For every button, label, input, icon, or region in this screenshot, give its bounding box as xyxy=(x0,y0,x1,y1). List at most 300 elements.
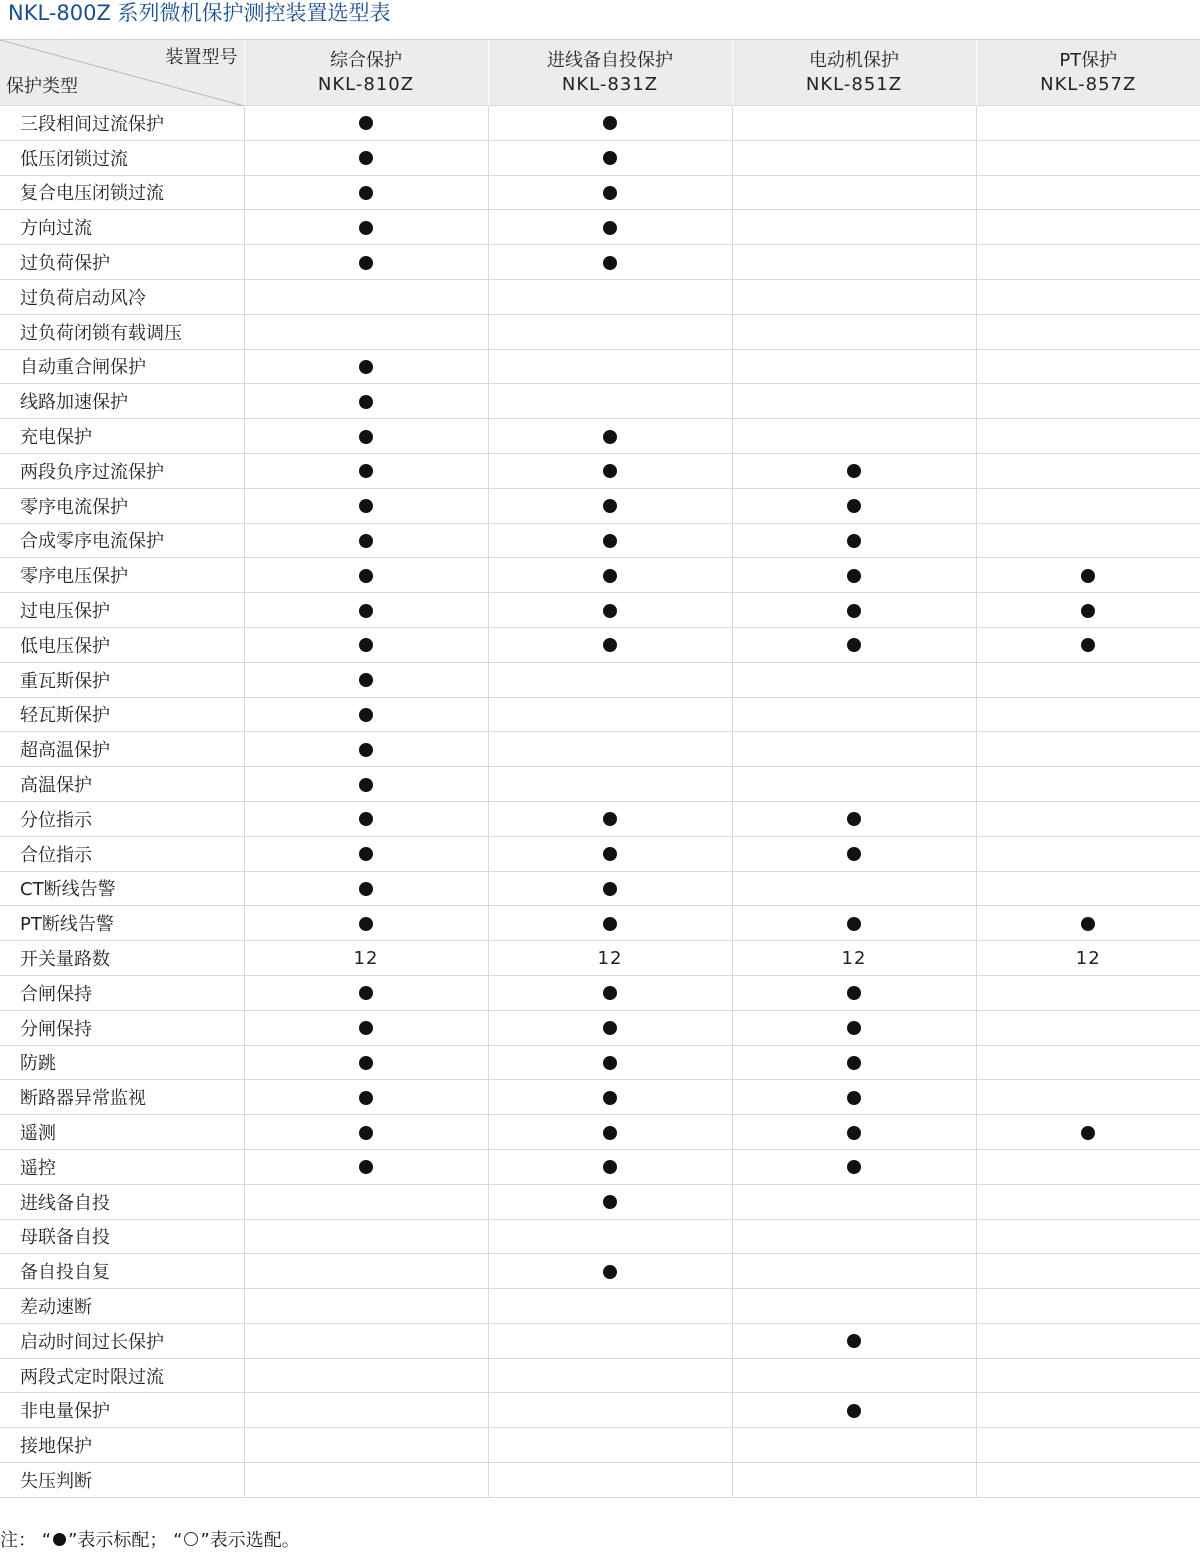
table-cell xyxy=(732,1463,976,1498)
table-cell xyxy=(488,732,732,767)
protection-type-label: 线路加速保护 xyxy=(0,384,244,419)
table-cell xyxy=(976,1219,1200,1254)
note-quote-open: “ xyxy=(42,1530,51,1551)
column-header-model: NKL-831Z xyxy=(489,73,732,97)
table-cell xyxy=(732,1184,976,1219)
table-cell xyxy=(244,732,488,767)
table-cell xyxy=(488,279,732,314)
table-cell xyxy=(732,662,976,697)
filled-circle-icon xyxy=(603,1091,617,1105)
filled-circle-icon xyxy=(359,186,373,200)
table-cell xyxy=(488,906,732,941)
protection-type-label: 合成零序电流保护 xyxy=(0,523,244,558)
table-cell xyxy=(732,1323,976,1358)
filled-circle-icon xyxy=(1081,569,1095,583)
protection-type-label: 高温保护 xyxy=(0,767,244,802)
table-cell xyxy=(976,767,1200,802)
table-cell xyxy=(244,593,488,628)
table-cell xyxy=(244,523,488,558)
table-cell xyxy=(732,1358,976,1393)
table-cell xyxy=(976,975,1200,1010)
table-row xyxy=(0,279,1200,314)
table-cell xyxy=(976,279,1200,314)
table-cell xyxy=(976,349,1200,384)
table-cell xyxy=(976,836,1200,871)
table-cell xyxy=(976,627,1200,662)
filled-circle-icon xyxy=(359,1056,373,1070)
table-cell xyxy=(244,767,488,802)
table-cell xyxy=(976,1149,1200,1184)
filled-circle-icon xyxy=(1081,604,1095,618)
table-row xyxy=(0,627,1200,662)
table-cell xyxy=(244,558,488,593)
table-cell xyxy=(732,836,976,871)
filled-circle-icon xyxy=(359,638,373,652)
table-cell xyxy=(244,627,488,662)
column-header xyxy=(976,40,1200,106)
filled-circle-icon xyxy=(359,1160,373,1174)
table-cell xyxy=(244,384,488,419)
table-row xyxy=(0,106,1200,141)
table-body xyxy=(0,106,1200,1498)
table-cell xyxy=(732,419,976,454)
table-cell xyxy=(732,1428,976,1463)
table-row xyxy=(0,767,1200,802)
table-row xyxy=(0,1428,1200,1463)
filled-circle-icon xyxy=(847,1160,861,1174)
table-cell xyxy=(244,975,488,1010)
table-cell xyxy=(244,210,488,245)
table-cell xyxy=(976,593,1200,628)
filled-circle-icon xyxy=(603,116,617,130)
table-row xyxy=(0,140,1200,175)
table-row xyxy=(0,697,1200,732)
filled-circle-icon xyxy=(359,847,373,861)
table-cell xyxy=(488,1254,732,1289)
table-cell xyxy=(732,732,976,767)
filled-circle-icon xyxy=(359,604,373,618)
protection-type-label: 开关量路数 xyxy=(0,941,244,976)
table-cell xyxy=(976,558,1200,593)
table-row xyxy=(0,1463,1200,1498)
filled-circle-icon xyxy=(603,186,617,200)
filled-circle-icon xyxy=(603,917,617,931)
table-cell xyxy=(732,453,976,488)
table-cell xyxy=(244,836,488,871)
table-row xyxy=(0,210,1200,245)
table-cell xyxy=(976,175,1200,210)
table-cell xyxy=(732,245,976,280)
protection-type-label: 分位指示 xyxy=(0,801,244,836)
filled-circle-icon xyxy=(847,1334,861,1348)
filled-circle-icon xyxy=(603,1056,617,1070)
table-cell xyxy=(244,488,488,523)
filled-circle-icon xyxy=(359,395,373,409)
protection-type-label: 过负荷闭锁有载调压 xyxy=(0,314,244,349)
table-cell xyxy=(244,453,488,488)
filled-circle-icon xyxy=(359,256,373,270)
table-cell xyxy=(732,349,976,384)
table-cell xyxy=(244,662,488,697)
table-cell xyxy=(976,1254,1200,1289)
filled-circle-icon xyxy=(359,430,373,444)
model-header-label: 装置型号 xyxy=(166,46,238,70)
note-optional-text: ”表示选配。 xyxy=(200,1530,299,1551)
table-cell xyxy=(488,697,732,732)
table-header-row xyxy=(0,40,1200,106)
note-prefix: 注： xyxy=(0,1530,36,1551)
table-cell xyxy=(244,1393,488,1428)
table-cell xyxy=(976,801,1200,836)
table-cell xyxy=(976,1358,1200,1393)
filled-circle-icon xyxy=(603,604,617,618)
table-cell xyxy=(732,1010,976,1045)
table-cell xyxy=(488,558,732,593)
filled-circle-icon xyxy=(603,847,617,861)
table-row xyxy=(0,975,1200,1010)
table-cell xyxy=(976,1115,1200,1150)
table-row xyxy=(0,871,1200,906)
table-cell xyxy=(976,941,1200,976)
table-cell xyxy=(488,453,732,488)
protection-type-label: 差动速断 xyxy=(0,1289,244,1324)
table-cell xyxy=(732,523,976,558)
filled-circle-icon xyxy=(603,1265,617,1279)
table-cell xyxy=(976,697,1200,732)
table-cell xyxy=(244,1323,488,1358)
protection-type-label: 失压判断 xyxy=(0,1463,244,1498)
table-cell xyxy=(976,1393,1200,1428)
table-row xyxy=(0,314,1200,349)
filled-circle-icon xyxy=(847,1056,861,1070)
table-cell xyxy=(488,1045,732,1080)
protection-type-label: 低压闭锁过流 xyxy=(0,140,244,175)
table-cell xyxy=(976,906,1200,941)
filled-circle-icon xyxy=(603,1160,617,1174)
protection-type-label: 两段式定时限过流 xyxy=(0,1358,244,1393)
filled-circle-icon xyxy=(359,1126,373,1140)
table-cell xyxy=(488,801,732,836)
table-cell xyxy=(976,1080,1200,1115)
table-cell xyxy=(732,627,976,662)
table-row xyxy=(0,488,1200,523)
table-cell xyxy=(732,384,976,419)
hollow-circle-icon xyxy=(184,1532,198,1546)
protection-type-label: 充电保护 xyxy=(0,419,244,454)
table-cell xyxy=(488,140,732,175)
table-cell xyxy=(732,1115,976,1150)
table-cell xyxy=(244,801,488,836)
table-row xyxy=(0,801,1200,836)
table-cell xyxy=(976,1045,1200,1080)
filled-circle-icon xyxy=(603,986,617,1000)
table-cell xyxy=(732,314,976,349)
column-header xyxy=(488,40,732,106)
table-cell xyxy=(732,279,976,314)
protection-type-label: 过电压保护 xyxy=(0,593,244,628)
table-cell xyxy=(244,871,488,906)
table-cell xyxy=(976,523,1200,558)
filled-circle-icon xyxy=(53,1533,66,1546)
table-cell xyxy=(244,1463,488,1498)
table-cell xyxy=(976,1010,1200,1045)
filled-circle-icon xyxy=(847,604,861,618)
table-row xyxy=(0,1393,1200,1428)
column-header-name: 进线备自投保护 xyxy=(489,49,732,73)
filled-circle-icon xyxy=(603,638,617,652)
table-cell xyxy=(488,106,732,141)
table-cell xyxy=(732,175,976,210)
table-row xyxy=(0,1289,1200,1324)
table-cell xyxy=(976,1184,1200,1219)
table-cell xyxy=(244,906,488,941)
table-cell xyxy=(244,1149,488,1184)
filled-circle-icon xyxy=(603,430,617,444)
table-row xyxy=(0,1254,1200,1289)
protection-type-label: 自动重合闸保护 xyxy=(0,349,244,384)
cell-value: 12 xyxy=(354,948,379,969)
table-cell xyxy=(244,1428,488,1463)
type-header-label: 保护类型 xyxy=(6,75,78,99)
table-row xyxy=(0,1184,1200,1219)
table-cell xyxy=(976,732,1200,767)
filled-circle-icon xyxy=(603,221,617,235)
protection-type-label: 合位指示 xyxy=(0,836,244,871)
filled-circle-icon xyxy=(359,151,373,165)
filled-circle-icon xyxy=(847,1091,861,1105)
protection-type-label: 接地保护 xyxy=(0,1428,244,1463)
table-cell xyxy=(244,1115,488,1150)
protection-type-label: 防跳 xyxy=(0,1045,244,1080)
table-cell xyxy=(976,662,1200,697)
protection-type-label: 备自投自复 xyxy=(0,1254,244,1289)
table-cell xyxy=(976,871,1200,906)
column-header xyxy=(732,40,976,106)
protection-type-label: 合闸保持 xyxy=(0,975,244,1010)
table-cell xyxy=(732,975,976,1010)
column-header-model: NKL-810Z xyxy=(245,73,488,97)
table-cell xyxy=(244,1184,488,1219)
protection-type-label: 重瓦斯保护 xyxy=(0,662,244,697)
table-cell xyxy=(488,1323,732,1358)
table-row xyxy=(0,1080,1200,1115)
column-header-name: 综合保护 xyxy=(245,49,488,73)
filled-circle-icon xyxy=(359,569,373,583)
table-cell xyxy=(244,106,488,141)
table-cell xyxy=(488,488,732,523)
filled-circle-icon xyxy=(603,499,617,513)
table-cell xyxy=(244,314,488,349)
protection-type-label: CT断线告警 xyxy=(0,871,244,906)
table-cell xyxy=(732,558,976,593)
table-cell xyxy=(488,210,732,245)
table-cell xyxy=(732,210,976,245)
filled-circle-icon xyxy=(847,1021,861,1035)
protection-type-label: 两段负序过流保护 xyxy=(0,453,244,488)
table-cell xyxy=(244,1254,488,1289)
filled-circle-icon xyxy=(359,464,373,478)
table-cell xyxy=(732,801,976,836)
table-row xyxy=(0,349,1200,384)
filled-circle-icon xyxy=(603,151,617,165)
table-cell xyxy=(488,627,732,662)
table-cell xyxy=(732,593,976,628)
filled-circle-icon xyxy=(603,812,617,826)
table-cell xyxy=(244,1289,488,1324)
table-cell xyxy=(488,1428,732,1463)
table-cell xyxy=(732,1080,976,1115)
table-row xyxy=(0,453,1200,488)
filled-circle-icon xyxy=(847,1126,861,1140)
column-header-model: NKL-851Z xyxy=(733,73,976,97)
table-cell xyxy=(244,419,488,454)
filled-circle-icon xyxy=(847,986,861,1000)
table-cell xyxy=(976,1289,1200,1324)
table-cell xyxy=(732,697,976,732)
table-cell xyxy=(732,106,976,141)
protection-type-label: 过负荷启动风冷 xyxy=(0,279,244,314)
filled-circle-icon xyxy=(603,1021,617,1035)
filled-circle-icon xyxy=(359,986,373,1000)
table-cell xyxy=(244,1010,488,1045)
protection-type-label: 遥控 xyxy=(0,1149,244,1184)
table-cell xyxy=(976,419,1200,454)
table-cell xyxy=(488,662,732,697)
protection-type-label: 进线备自投 xyxy=(0,1184,244,1219)
filled-circle-icon xyxy=(359,221,373,235)
table-cell xyxy=(732,871,976,906)
table-cell xyxy=(488,1010,732,1045)
protection-type-label: 轻瓦斯保护 xyxy=(0,697,244,732)
column-header-name: PT保护 xyxy=(977,49,1200,73)
cell-value: 12 xyxy=(1076,948,1101,969)
filled-circle-icon xyxy=(603,1126,617,1140)
table-cell xyxy=(976,1428,1200,1463)
table-row xyxy=(0,1149,1200,1184)
protection-type-label: 低电压保护 xyxy=(0,627,244,662)
table-cell xyxy=(976,488,1200,523)
table-cell xyxy=(976,140,1200,175)
filled-circle-icon xyxy=(847,847,861,861)
table-cell xyxy=(488,1184,732,1219)
filled-circle-icon xyxy=(359,743,373,757)
filled-circle-icon xyxy=(847,917,861,931)
table-row xyxy=(0,245,1200,280)
filled-circle-icon xyxy=(847,499,861,513)
protection-type-label: 分闸保持 xyxy=(0,1010,244,1045)
footnote xyxy=(0,1528,300,1554)
table-cell xyxy=(488,1289,732,1324)
protection-type-label: 断路器异常监视 xyxy=(0,1080,244,1115)
note-quote-open: “ xyxy=(173,1530,182,1551)
table-row xyxy=(0,1219,1200,1254)
filled-circle-icon xyxy=(359,1091,373,1105)
table-cell xyxy=(732,488,976,523)
table-cell xyxy=(244,245,488,280)
table-cell xyxy=(488,767,732,802)
table-cell xyxy=(732,1149,976,1184)
filled-circle-icon xyxy=(359,882,373,896)
protection-type-label: 非电量保护 xyxy=(0,1393,244,1428)
protection-type-label: 复合电压闭锁过流 xyxy=(0,175,244,210)
filled-circle-icon xyxy=(603,1195,617,1209)
table-cell xyxy=(488,593,732,628)
table-cell xyxy=(488,836,732,871)
selection-table xyxy=(0,39,1200,1498)
filled-circle-icon xyxy=(603,464,617,478)
filled-circle-icon xyxy=(1081,638,1095,652)
table-row xyxy=(0,941,1200,976)
table-cell xyxy=(488,1115,732,1150)
column-header-model: NKL-857Z xyxy=(977,73,1200,97)
table-cell xyxy=(976,314,1200,349)
table-cell xyxy=(244,1045,488,1080)
filled-circle-icon xyxy=(847,812,861,826)
table-cell xyxy=(732,1254,976,1289)
filled-circle-icon xyxy=(847,569,861,583)
filled-circle-icon xyxy=(359,917,373,931)
page-title: NKL-800Z 系列微机保护测控装置选型表 xyxy=(8,0,391,30)
table-cell xyxy=(732,1393,976,1428)
table-cell xyxy=(488,1463,732,1498)
table-row xyxy=(0,1358,1200,1393)
table-cell xyxy=(244,697,488,732)
table-cell xyxy=(244,279,488,314)
protection-type-label: 方向过流 xyxy=(0,210,244,245)
table-row xyxy=(0,1323,1200,1358)
table-row xyxy=(0,836,1200,871)
filled-circle-icon xyxy=(359,673,373,687)
table-row xyxy=(0,1045,1200,1080)
filled-circle-icon xyxy=(1081,917,1095,931)
table-row xyxy=(0,662,1200,697)
table-row xyxy=(0,419,1200,454)
filled-circle-icon xyxy=(359,360,373,374)
table-row xyxy=(0,558,1200,593)
filled-circle-icon xyxy=(847,534,861,548)
table-row xyxy=(0,1115,1200,1150)
table-row xyxy=(0,175,1200,210)
table-cell xyxy=(732,941,976,976)
table-cell xyxy=(976,106,1200,141)
table-cell xyxy=(732,1289,976,1324)
table-cell xyxy=(488,1393,732,1428)
protection-type-label: 三段相间过流保护 xyxy=(0,106,244,141)
protection-type-label: 超高温保护 xyxy=(0,732,244,767)
cell-value: 12 xyxy=(598,948,623,969)
table-cell xyxy=(732,140,976,175)
filled-circle-icon xyxy=(603,534,617,548)
table-cell xyxy=(488,871,732,906)
table-cell xyxy=(488,349,732,384)
table-cell xyxy=(488,175,732,210)
table-cell xyxy=(488,384,732,419)
table-cell xyxy=(732,1045,976,1080)
filled-circle-icon xyxy=(359,116,373,130)
table-cell xyxy=(732,906,976,941)
protection-type-label: 母联备自投 xyxy=(0,1219,244,1254)
note-standard-text: ”表示标配； xyxy=(68,1530,167,1551)
cell-value: 12 xyxy=(842,948,867,969)
column-header xyxy=(244,40,488,106)
table-cell xyxy=(244,1358,488,1393)
protection-type-label: 启动时间过长保护 xyxy=(0,1323,244,1358)
filled-circle-icon xyxy=(847,1404,861,1418)
table-cell xyxy=(976,210,1200,245)
table-row xyxy=(0,1010,1200,1045)
table-cell xyxy=(488,1219,732,1254)
protection-type-label: 遥测 xyxy=(0,1115,244,1150)
